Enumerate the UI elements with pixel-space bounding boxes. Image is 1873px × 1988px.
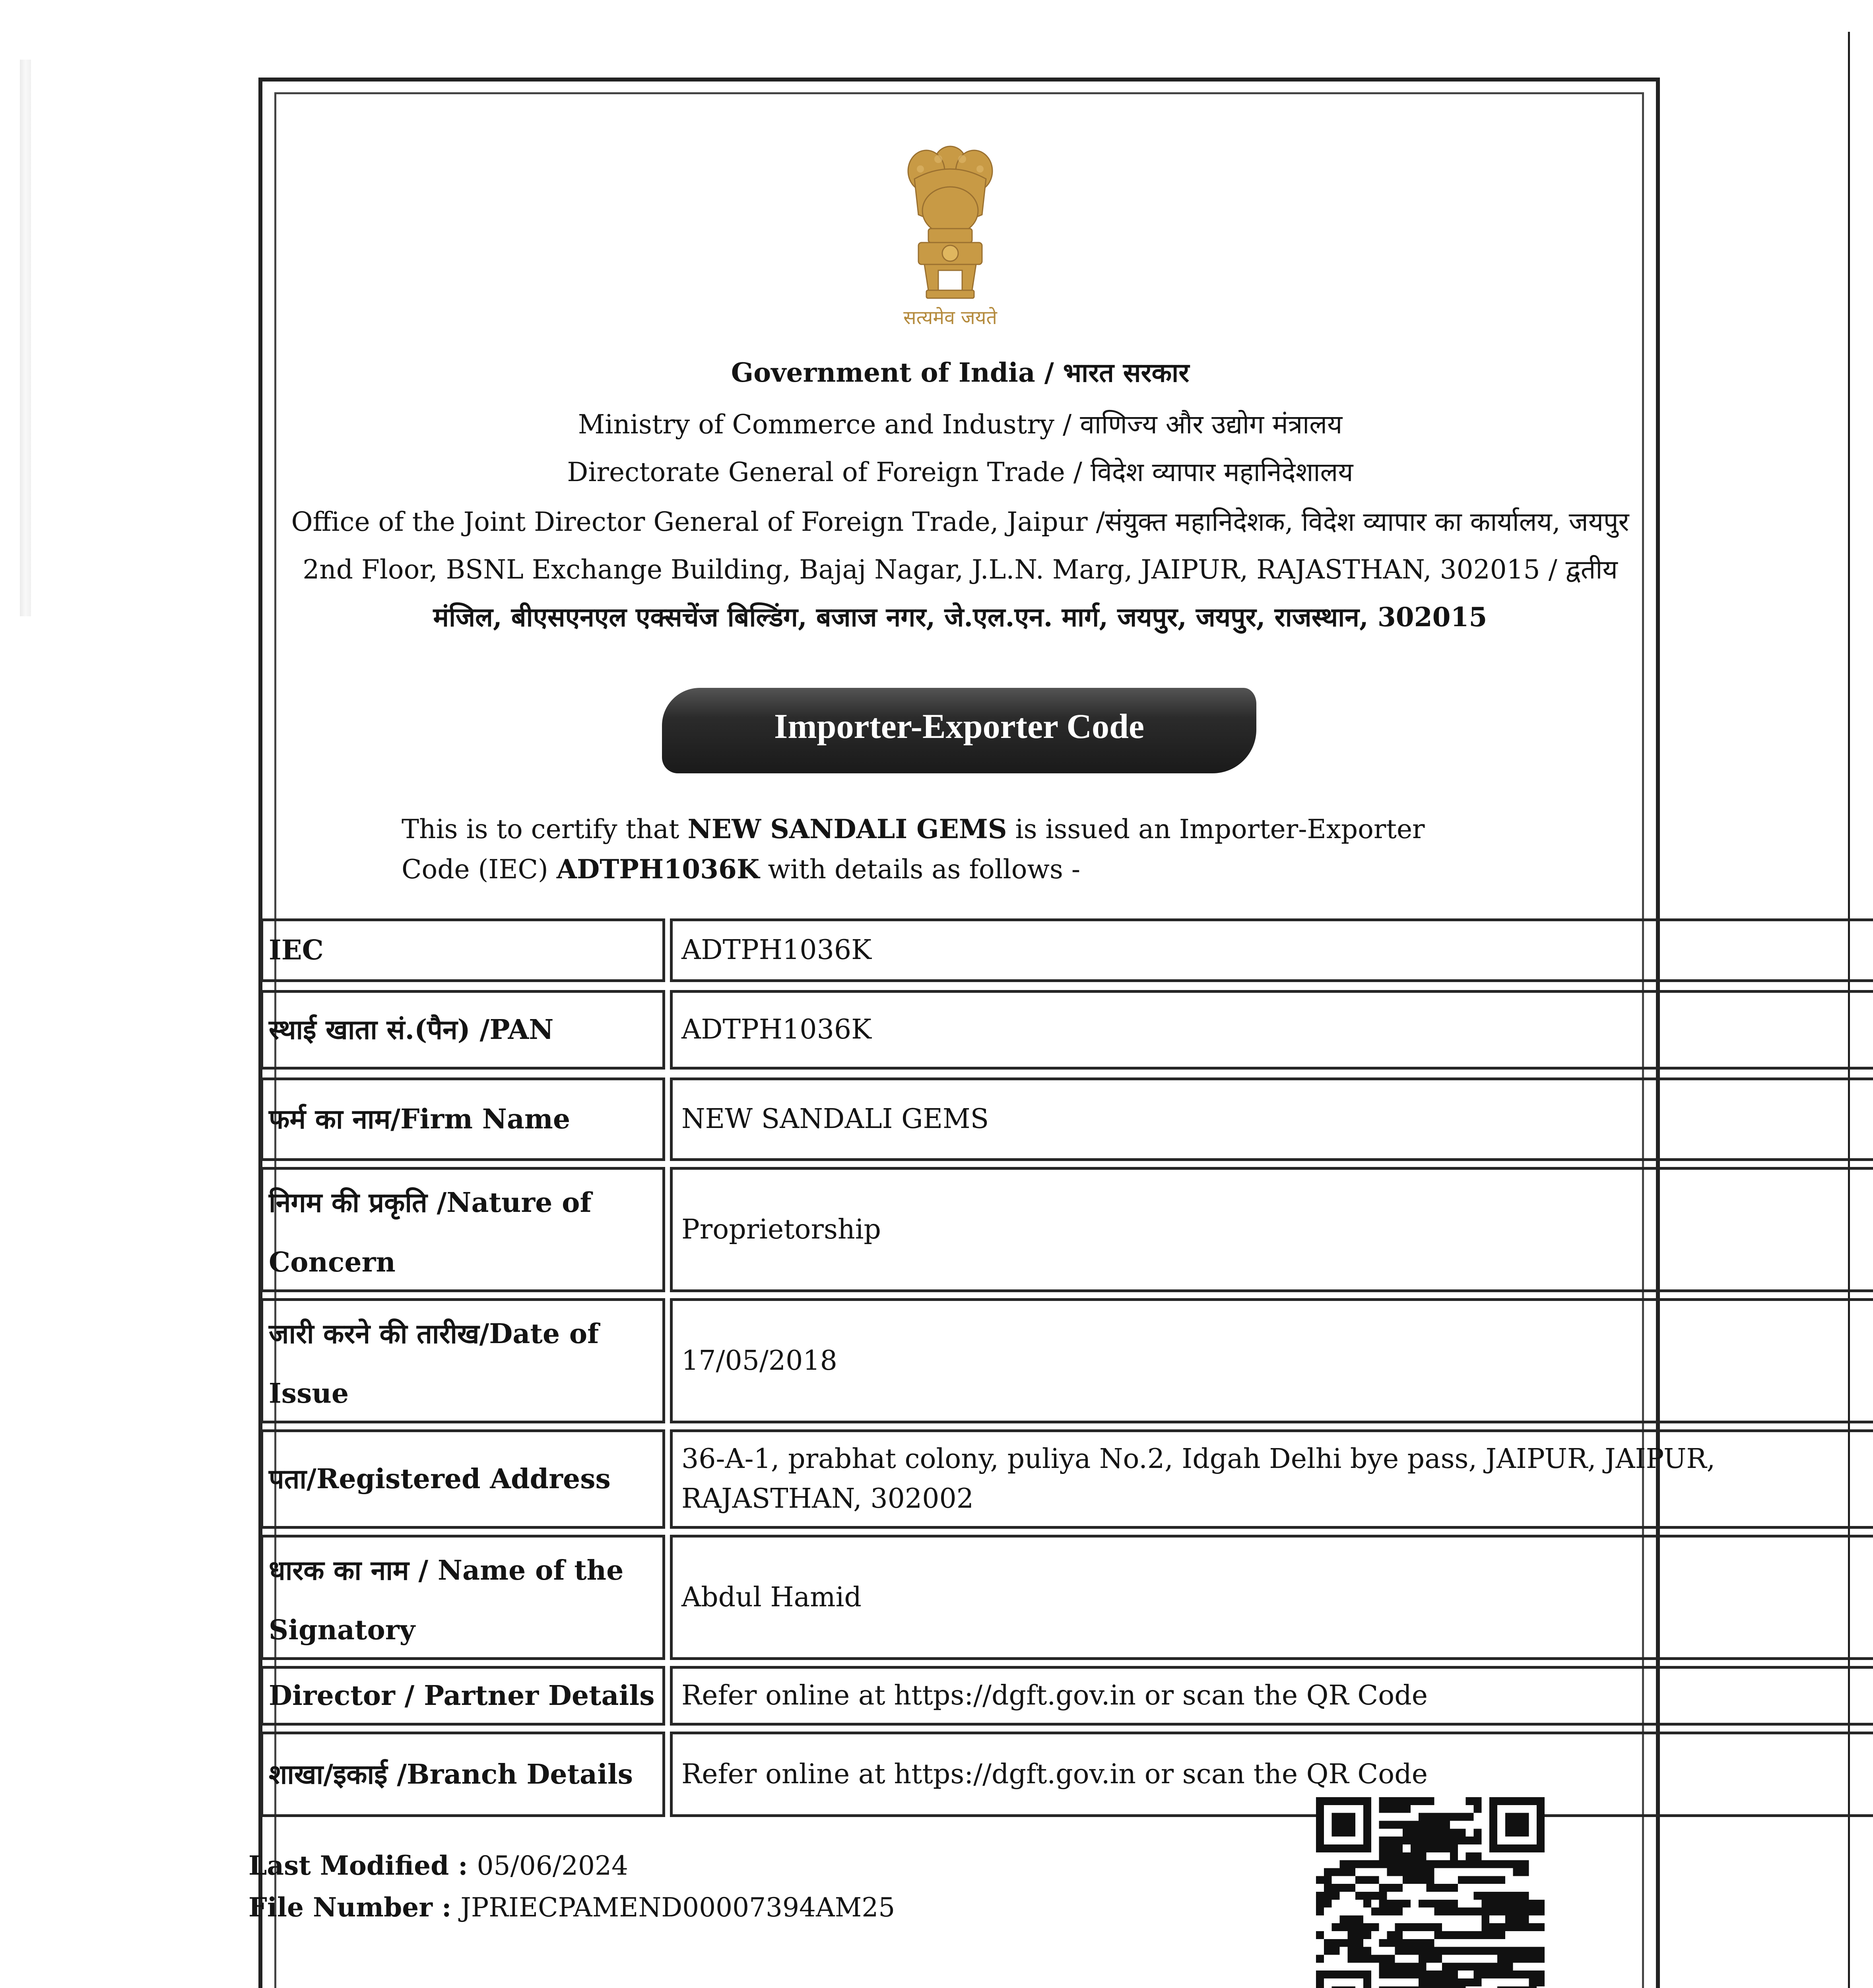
last-modified-value: 05/06/2024 [477,1850,628,1881]
qr-code-icon[interactable] [1316,1797,1545,1988]
row-label: जारी करने की तारीख/Date of Issue [260,1298,665,1423]
certification-statement [402,809,1495,889]
row-label: पता/Registered Address [260,1429,665,1529]
row-value: Abdul Hamid [670,1535,1873,1660]
row-value: ADTPH1036K [670,918,1873,982]
row-value: ADTPH1036K [670,990,1873,1070]
certify-firm-name: NEW SANDALI GEMS [687,813,1007,845]
row-value: NEW SANDALI GEMS [670,1077,1873,1161]
certificate-title: Importer-Exporter Code [774,707,1145,746]
certificate-title-banner [662,688,1256,773]
table-row-signatory [256,1535,1656,1660]
address-line-hindi: मंजिल, बीएसएनएल एक्सचेंज बिल्डिंग, बजाज नगर, जे.एल.एन. मार्ग, जयपुर, जयपुर, राजस्थान, 302015 [433,602,1487,633]
table-row-date-of-issue [256,1298,1656,1423]
table-row-registered-address [256,1429,1716,1529]
row-label: निगम की प्रकृति /Nature of Concern [260,1167,665,1292]
directorate-line: Directorate General of Foreign Trade / विदेश व्यापार महानिदेशालय [567,457,1353,487]
table-row-firm-name [256,1077,1656,1161]
row-label: शाखा/इकाई /Branch Details [260,1732,665,1817]
certify-prefix: This is to certify that [402,814,688,845]
certify-iec: ADTPH1036K [556,854,760,885]
government-line: Government of India / भारत सरकार [731,357,1190,388]
certify-middle: is issued an Importer-Exporter Code (IEC) [402,814,1425,885]
office-line: Office of the Joint Director General of Foreign Trade, Jaipur /संयुक्त महानिदेशक, विदेश व्यापार का कार्यालय, जयपुर [291,507,1629,537]
row-value: 17/05/2018 [670,1298,1873,1423]
certificate-metadata [248,1845,895,1928]
row-value: Proprietorship [670,1167,1873,1292]
certify-suffix: with details as follows - [759,854,1081,885]
emblem-motto: सत्यमेव जयते [903,307,997,329]
table-row-iec [256,918,1656,982]
table-row-director-details [256,1666,1656,1726]
table-row-nature-of-concern [256,1167,1656,1292]
table-row-pan [256,990,1656,1070]
row-label: स्थाई खाता सं.(पैन) /PAN [260,990,665,1070]
row-label: IEC [260,918,665,982]
row-value: Refer online at https://dgft.gov.in or scan the QR Code [670,1666,1873,1726]
ministry-line: Ministry of Commerce and Industry / वाणिज्य और उद्योग मंत्रालय [578,409,1343,440]
file-number-label: File Number : [248,1892,461,1923]
row-value: 36-A-1, prabhat colony, puliya No.2, Idgah Delhi bye pass, JAIPUR, JAIPUR, RAJASTHAN, 302002 [670,1429,1873,1529]
last-modified-label: Last Modified : [248,1850,477,1881]
file-number-value: JPRIECPAMEND00007394AM25 [460,1892,895,1923]
row-label: Director / Partner Details [260,1666,665,1726]
row-label: धारक का नाम / Name of the Signatory [260,1535,665,1660]
row-label: फर्म का नाम/Firm Name [260,1077,665,1161]
address-line-english: 2nd Floor, BSNL Exchange Building, Bajaj Nagar, J.L.N. Marg, JAIPUR, RAJASTHAN, 302015 / द्वतीय [303,554,1618,585]
scan-edge-shadow [20,60,31,616]
row-value: Refer online at https://dgft.gov.in or scan the QR Code [670,1732,1873,1817]
